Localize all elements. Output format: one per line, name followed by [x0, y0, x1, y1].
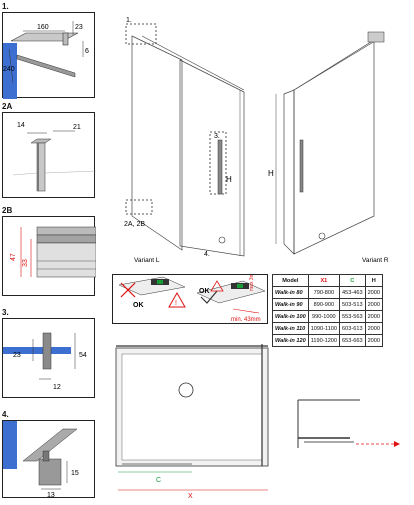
dim-240: 240: [3, 66, 15, 73]
plan-x-label: X: [188, 493, 193, 500]
detail-2a-panel: [2, 112, 95, 198]
door-profile: [37, 243, 96, 277]
warning-icon-1: [169, 293, 185, 307]
profile-rail: [17, 55, 75, 77]
glass-panel-4: [3, 421, 17, 469]
table-row: Walk-in 90 890-900 503-513 2000: [273, 299, 383, 311]
ok-label-2: OK: [199, 288, 210, 295]
dim-21: 21: [73, 124, 81, 131]
dim-23: 23: [75, 24, 83, 31]
section-label-4: 4.: [2, 410, 9, 419]
section-label-2b: 2B: [2, 206, 13, 215]
section-label-2a: 2A: [2, 102, 13, 111]
wall-bracket: [63, 33, 68, 45]
callout-2a-2b: 2A, 2B: [124, 221, 146, 228]
variant-r-label: Variant R: [362, 257, 389, 264]
section-label-3: 3.: [2, 308, 9, 317]
col-x1: X1: [308, 275, 339, 287]
main-elevation: [112, 10, 414, 270]
variant-l-label: Variant L: [134, 257, 160, 264]
detail-3-panel: [2, 318, 95, 398]
plan-c-label: C: [156, 477, 162, 484]
dim-13: 13: [47, 492, 55, 499]
callout-3: 3.: [214, 133, 220, 140]
dim-15: 15: [71, 470, 79, 477]
dim-12: 12: [53, 384, 61, 391]
detail-1-panel: [2, 12, 95, 98]
table-header-row: [273, 275, 383, 287]
callout-1: 1.: [126, 17, 132, 24]
col-model: Model: [273, 275, 309, 287]
detail-2b-panel: [2, 216, 95, 296]
table-row: Walk-in 120 1190-1200 653-663 2000: [273, 335, 383, 347]
callout-box-2: [126, 200, 152, 214]
h-dimension-r: H: [268, 169, 274, 178]
dimension-table: [272, 274, 383, 347]
dim-47: 47: [10, 253, 17, 261]
variant-r-drawing: [268, 32, 389, 264]
variant-l-drawing: [124, 17, 244, 264]
svg-text:!: !: [175, 300, 177, 307]
install-guide-panel: [112, 274, 268, 324]
floor-profile: [23, 429, 77, 461]
min-label: min. 43mm: [231, 317, 261, 323]
handle-profile: [43, 333, 51, 369]
opening-diagram: [290, 394, 412, 474]
table-row: Walk-in 80 790-800 453-463 2000: [273, 287, 383, 299]
detail-4-panel: [2, 420, 95, 498]
handle-r: [300, 140, 303, 192]
dim-6: 6: [85, 48, 89, 55]
dim-160: 160: [37, 24, 49, 31]
plan-view: [112, 340, 272, 500]
col-h: H: [365, 275, 382, 287]
dim-14: 14: [17, 122, 25, 129]
callout-4: 4.: [204, 251, 210, 258]
dim-33: 33: [22, 259, 29, 267]
dim-54: 54: [79, 352, 87, 359]
handle-l: [218, 140, 222, 194]
table-row: Walk-in 100 990-1000 553-563 2000: [273, 311, 383, 323]
ok-label-1: OK: [133, 302, 144, 309]
dim-23-b: 23: [13, 352, 21, 359]
section-label-1: 1.: [2, 2, 9, 11]
h-dimension-l: H: [226, 175, 232, 184]
slide-arrow-icon: [394, 441, 400, 447]
col-c: C: [340, 275, 366, 287]
max-label: max 3mm: [249, 275, 255, 291]
table-row: Walk-in 110 1090-1100 603-613 2000: [273, 323, 383, 335]
detail-1-drawing: [3, 13, 96, 99]
dimension-table-wrap: [272, 274, 383, 347]
